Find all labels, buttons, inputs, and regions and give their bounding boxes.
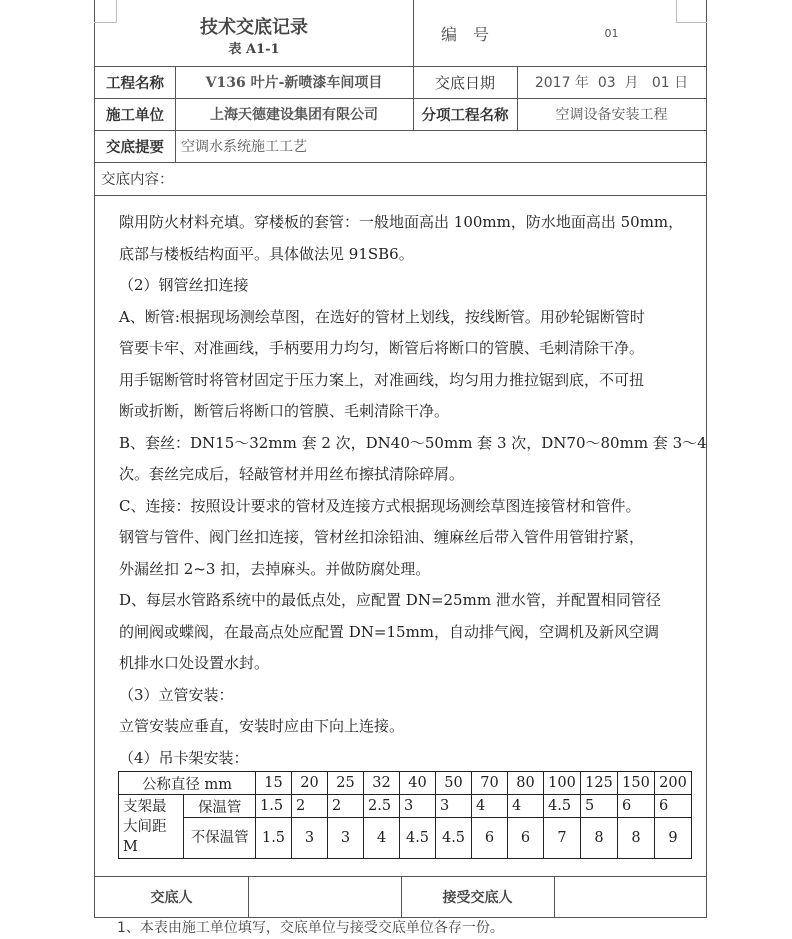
value-cell: 4 <box>508 795 544 818</box>
date-value: 2017 年 03 月 01 日 <box>534 75 689 91</box>
date-label: 交底日期 <box>434 73 495 92</box>
diameter-cell: 32 <box>364 772 400 795</box>
value-cell: 4.5 <box>436 818 472 859</box>
content-line: 管要卡牢、对准画线，手柄要用力均匀，断管后将断口的管膜、毛刺清除干净。 <box>119 339 645 357</box>
diameter-cell: 70 <box>472 772 508 795</box>
subproject-label: 分项工程名称 <box>421 106 509 124</box>
table-row <box>119 818 692 859</box>
diameter-cell: 25 <box>328 772 364 795</box>
content-line: 立管安装应垂直，安装时应由下向上连接。 <box>119 717 405 735</box>
number-label: 编 号 <box>440 24 489 44</box>
value-cell: 6 <box>655 795 692 818</box>
diameter-cell: 200 <box>655 772 692 795</box>
value-cell: 8 <box>581 818 618 859</box>
value-cell: 2 <box>328 795 364 818</box>
project-label: 工程名称 <box>106 74 164 92</box>
value-cell: 1.5 <box>256 795 292 818</box>
handover-signature-field[interactable] <box>248 876 401 917</box>
content-line: 断或折断，断管后将断口的管膜、毛刺清除干净。 <box>119 402 450 420</box>
content-line: （4）吊卡架安装： <box>119 748 249 767</box>
diameter-cell: 150 <box>618 772 655 795</box>
value-cell: 2 <box>292 795 328 818</box>
value-cell: 4 <box>472 795 508 818</box>
value-cell: 4.5 <box>400 818 436 859</box>
form-number: 表 A1-1 <box>228 42 280 57</box>
unit-label: 施工单位 <box>106 106 164 124</box>
content-line: 底部与楼板结构面平。具体做法见 91SB6。 <box>119 244 414 263</box>
content-line: B、套丝：DN15～32mm 套 2 次，DN40～50mm 套 3 次，DN70～80mm 套 3～4 <box>119 433 707 452</box>
receiver-signature-field[interactable] <box>554 876 706 917</box>
value-cell: 3 <box>292 818 328 859</box>
content-line: 次。套丝完成后，轻敲管材并用丝布擦拭清除碎屑。 <box>119 465 465 483</box>
content-line: 用手锯断管时将管材固定于压力案上，对准画线，均匀用力推拉锯到底，不可扭 <box>119 370 645 389</box>
form-title: 技术交底记录 <box>200 17 308 38</box>
row-label: 保温管 <box>184 795 256 818</box>
content-line: （2）钢管丝扣连接 <box>119 276 249 294</box>
value-cell: 3 <box>328 818 364 859</box>
disclosure-content <box>119 207 707 774</box>
table-row <box>119 795 692 818</box>
footnote: 1、本表由施工单位填写，交底单位与接受交底单位各存一份。 <box>117 920 504 936</box>
content-line: D、每层水管路系统中的最低点处，应配置 DN=25mm 泄水管，并配置相同管径 <box>119 591 661 609</box>
summary-label: 交底提要 <box>106 138 164 156</box>
table-row <box>119 772 692 795</box>
diameter-cell: 80 <box>508 772 544 795</box>
value-cell: 6 <box>508 818 544 859</box>
content-line: C、连接：按照设计要求的管材及连接方式根据现场测绘草图连接管材和管件。 <box>119 496 641 515</box>
value-cell: 6 <box>618 795 655 818</box>
handover-label: 交底人 <box>150 889 193 906</box>
value-cell: 1.5 <box>256 818 292 859</box>
content-line: 隙用防火材料充填。穿楼板的套管：一般地面高出 100mm，防水地面高出 50mm， <box>119 213 684 231</box>
diameter-cell: 15 <box>256 772 292 795</box>
support-spacing-table <box>118 771 692 859</box>
value-cell: 2.5 <box>364 795 400 818</box>
diameter-header: 公称直径 mm <box>119 772 256 795</box>
diameter-cell: 20 <box>292 772 328 795</box>
content-label: 交底内容： <box>101 172 174 188</box>
content-line: A、断管:根据现场测绘草图，在选好的管材上划线，按线断管。用砂轮锯断管时 <box>119 307 645 326</box>
value-cell: 3 <box>436 795 472 818</box>
subproject-value: 空调设备安装工程 <box>555 107 668 123</box>
row-label: 不保温管 <box>184 818 256 859</box>
diameter-cell: 50 <box>436 772 472 795</box>
unit-value: 上海天德建设集团有限公司 <box>210 107 378 123</box>
diameter-cell: 125 <box>581 772 618 795</box>
receiver-label: 接受交底人 <box>442 889 513 906</box>
value-cell: 4 <box>364 818 400 859</box>
group-label: 支架最大间距 M <box>119 795 184 859</box>
value-cell: 4.5 <box>544 795 581 818</box>
content-line: 的闸阀或蝶阀，在最高点处应配置 DN=15mm，自动排气阀，空调机及新风空调 <box>119 622 660 641</box>
number-value: 01 <box>604 26 619 40</box>
value-cell: 8 <box>618 818 655 859</box>
value-cell: 3 <box>400 795 436 818</box>
project-value: V136 叶片-新喷漆车间项目 <box>205 75 383 91</box>
summary-value: 空调水系统施工工艺 <box>181 139 307 155</box>
value-cell: 7 <box>544 818 581 859</box>
content-line: 钢管与管件、阀门丝扣连接，管材丝扣涂铅油、缠麻丝后带入管件用管钳拧紧， <box>119 528 645 546</box>
content-line: 外漏丝扣 2~3 扣，去掉麻头。并做防腐处理。 <box>119 559 431 578</box>
content-line: 机排水口处设置水封。 <box>119 654 270 672</box>
value-cell: 6 <box>472 818 508 859</box>
diameter-cell: 40 <box>400 772 436 795</box>
technical-disclosure-form <box>94 0 707 918</box>
content-line: （3）立管安装： <box>119 685 234 704</box>
value-cell: 9 <box>655 818 692 859</box>
diameter-cell: 100 <box>544 772 581 795</box>
value-cell: 5 <box>581 795 618 818</box>
rule <box>95 195 706 196</box>
